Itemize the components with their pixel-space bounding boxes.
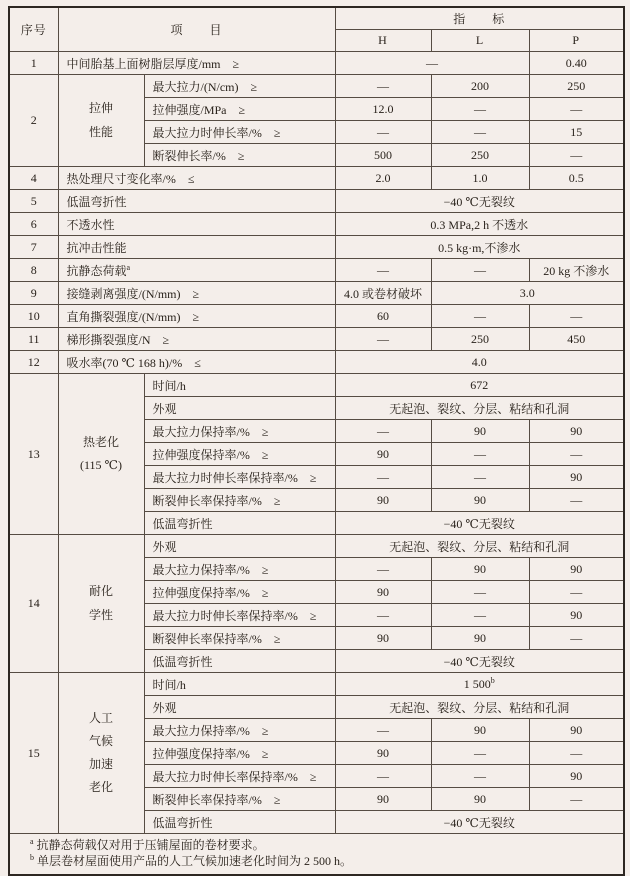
value-cell: 0.40 (529, 52, 624, 75)
header-col-item: 项 目 (58, 7, 335, 52)
value-cell: — (431, 604, 529, 627)
value-cell: — (335, 259, 431, 282)
item-cell: 拉伸强度保持率/% ≥ (144, 443, 335, 466)
value-cell: — (529, 305, 624, 328)
category-cell: 拉伸 性能 (58, 75, 144, 167)
footnote-a-marker: a (30, 837, 34, 846)
value-cell: 250 (431, 328, 529, 351)
value-cell: 12.0 (335, 98, 431, 121)
item-cell: 外观 (144, 397, 335, 420)
value-cell: 90 (431, 420, 529, 443)
value-cell: — (529, 489, 624, 512)
value-cell: 90 (529, 765, 624, 788)
table-row (9, 305, 624, 328)
item-cell: 断裂伸长率/% ≥ (144, 144, 335, 167)
table-row (9, 167, 624, 190)
value-cell: 500 (335, 144, 431, 167)
item-cell: 抗冲击性能 (58, 236, 335, 259)
value-cell: 200 (431, 75, 529, 98)
category-cell: 热老化 (115 ℃) (58, 374, 144, 535)
value-cell: −40 ℃无裂纹 (335, 512, 624, 535)
item-cell: 不透水性 (58, 213, 335, 236)
value-cell: −40 ℃无裂纹 (335, 811, 624, 834)
footnote-a-text: 抗静态荷载仅对用于压铺屋面的卷材要求。 (36, 838, 265, 852)
value-cell: 0.5 (529, 167, 624, 190)
header-grade-l: L (431, 30, 529, 52)
value-cell: 无起泡、裂纹、分层、粘结和孔洞 (335, 397, 624, 420)
item-cell: 时间/h (144, 673, 335, 696)
item-cell: 最大拉力时伸长率保持率/% ≥ (144, 604, 335, 627)
value-cell: 90 (335, 788, 431, 811)
row-number-cell: 13 (9, 374, 58, 535)
value-cell: — (335, 765, 431, 788)
value-cell: — (335, 719, 431, 742)
item-cell: 低温弯折性 (144, 811, 335, 834)
value-cell: — (431, 466, 529, 489)
item-cell: 热处理尺寸变化率/% ≤ (58, 167, 335, 190)
value-cell: 1.0 (431, 167, 529, 190)
item-cell: 外观 (144, 696, 335, 719)
footnote-b (30, 853, 615, 869)
value-cell: 90 (529, 604, 624, 627)
value-cell: 无起泡、裂纹、分层、粘结和孔洞 (335, 696, 624, 719)
value-cell: — (335, 328, 431, 351)
item-cell: 接缝剥离强度/(N/mm) ≥ (58, 282, 335, 305)
value-cell: −40 ℃无裂纹 (335, 650, 624, 673)
table-row (9, 328, 624, 351)
row-number-cell: 7 (9, 236, 58, 259)
value-cell: 90 (335, 627, 431, 650)
value-cell: 3.0 (431, 282, 624, 305)
value-cell: 90 (335, 581, 431, 604)
header-row-1 (9, 7, 624, 30)
item-cell: 最大拉力保持率/% ≥ (144, 420, 335, 443)
row-number-cell: 12 (9, 351, 58, 374)
value-cell: — (431, 121, 529, 144)
value-cell: 250 (431, 144, 529, 167)
row-number-cell: 10 (9, 305, 58, 328)
value-cell: 60 (335, 305, 431, 328)
value-cell: 90 (431, 558, 529, 581)
footnote-b-text: 单层卷材屋面使用产品的人工气候加速老化时间为 2 500 h。 (37, 854, 353, 868)
item-cell: 最大拉力时伸长率/% ≥ (144, 121, 335, 144)
value-cell: 90 (431, 788, 529, 811)
row-number-cell: 4 (9, 167, 58, 190)
table-header (9, 7, 624, 52)
item-cell: 最大拉力时伸长率保持率/% ≥ (144, 466, 335, 489)
table-row (9, 374, 624, 397)
value-cell: — (529, 742, 624, 765)
item-cell: 最大拉力保持率/% ≥ (144, 719, 335, 742)
value-cell: 90 (335, 443, 431, 466)
value-cell: — (335, 604, 431, 627)
row-number-cell: 11 (9, 328, 58, 351)
item-cell: 外观 (144, 535, 335, 558)
item-cell: 最大拉力保持率/% ≥ (144, 558, 335, 581)
item-cell: 抗静态荷载$^a$ (58, 259, 335, 282)
value-cell: — (431, 305, 529, 328)
value-cell: 90 (431, 719, 529, 742)
row-number-cell: 14 (9, 535, 58, 673)
item-cell: 低温弯折性 (144, 650, 335, 673)
header-col-no: 序号 (9, 7, 58, 52)
value-cell: 90 (529, 420, 624, 443)
footnote-b-marker: b (30, 853, 34, 862)
header-grade-p: P (529, 30, 624, 52)
category-cell: 人工 气候 加速 老化 (58, 673, 144, 834)
value-cell: — (529, 144, 624, 167)
value-cell: 1 500$^b$ (335, 673, 624, 696)
value-cell: — (335, 121, 431, 144)
value-cell: 20 kg 不渗水 (529, 259, 624, 282)
table-row (9, 213, 624, 236)
item-cell: 断裂伸长率保持率/% ≥ (144, 627, 335, 650)
value-cell: — (335, 558, 431, 581)
value-cell: — (529, 98, 624, 121)
table-row (9, 282, 624, 305)
value-cell: — (431, 581, 529, 604)
row-number-cell: 1 (9, 52, 58, 75)
item-cell: 梯形撕裂强度/N ≥ (58, 328, 335, 351)
item-cell: 拉伸强度保持率/% ≥ (144, 581, 335, 604)
value-cell: — (335, 75, 431, 98)
value-cell: 90 (335, 489, 431, 512)
value-cell: 0.3 MPa,2 h 不透水 (335, 213, 624, 236)
item-cell: 吸水率(70 ℃ 168 h)/% ≤ (58, 351, 335, 374)
row-number-cell: 5 (9, 190, 58, 213)
value-cell: 90 (335, 742, 431, 765)
value-cell: 450 (529, 328, 624, 351)
row-number-cell: 2 (9, 75, 58, 167)
value-cell: — (529, 443, 624, 466)
category-cell: 耐化 学性 (58, 535, 144, 673)
value-cell: — (529, 627, 624, 650)
value-cell: 2.0 (335, 167, 431, 190)
item-cell: 拉伸强度保持率/% ≥ (144, 742, 335, 765)
item-cell: 低温弯折性 (144, 512, 335, 535)
value-cell: — (431, 765, 529, 788)
item-cell: 低温弯折性 (58, 190, 335, 213)
value-cell: — (335, 466, 431, 489)
value-cell: 15 (529, 121, 624, 144)
item-cell: 中间胎基上面树脂层厚度/mm ≥ (58, 52, 335, 75)
value-cell: 4.0 或卷材破坏 (335, 282, 431, 305)
value-cell: 90 (529, 466, 624, 489)
value-cell: 0.5 kg·m,不渗水 (335, 236, 624, 259)
table-row (9, 52, 624, 75)
item-cell: 最大拉力时伸长率保持率/% ≥ (144, 765, 335, 788)
table-body (9, 52, 624, 834)
table-row (9, 236, 624, 259)
value-cell: −40 ℃无裂纹 (335, 190, 624, 213)
item-cell: 最大拉力/(N/cm) ≥ (144, 75, 335, 98)
value-cell: — (431, 98, 529, 121)
row-number-cell: 8 (9, 259, 58, 282)
value-cell: 90 (529, 558, 624, 581)
value-cell: — (431, 443, 529, 466)
table-row (9, 259, 624, 282)
value-cell: 250 (529, 75, 624, 98)
value-cell: — (529, 581, 624, 604)
value-cell: 90 (431, 627, 529, 650)
value-cell: — (431, 742, 529, 765)
footnote-a (30, 837, 615, 853)
item-cell: 时间/h (144, 374, 335, 397)
value-cell: — (335, 52, 529, 75)
item-cell: 拉伸强度/MPa ≥ (144, 98, 335, 121)
header-col-indicator: 指 标 (335, 7, 624, 30)
table-row (9, 535, 624, 558)
value-cell: 4.0 (335, 351, 624, 374)
row-number-cell: 6 (9, 213, 58, 236)
item-cell: 断裂伸长率保持率/% ≥ (144, 788, 335, 811)
row-number-cell: 9 (9, 282, 58, 305)
value-cell: 90 (529, 719, 624, 742)
table-row (9, 673, 624, 696)
table-row (9, 351, 624, 374)
row-number-cell: 15 (9, 673, 58, 834)
header-grade-h: H (335, 30, 431, 52)
value-cell: 无起泡、裂纹、分层、粘结和孔洞 (335, 535, 624, 558)
value-cell: 90 (431, 489, 529, 512)
value-cell: — (529, 788, 624, 811)
value-cell: — (431, 259, 529, 282)
table-row (9, 190, 624, 213)
value-cell: 672 (335, 374, 624, 397)
table-row (9, 75, 624, 98)
spec-table (8, 6, 625, 876)
item-cell: 断裂伸长率保持率/% ≥ (144, 489, 335, 512)
item-cell: 直角撕裂强度/(N/mm) ≥ (58, 305, 335, 328)
value-cell: — (335, 420, 431, 443)
